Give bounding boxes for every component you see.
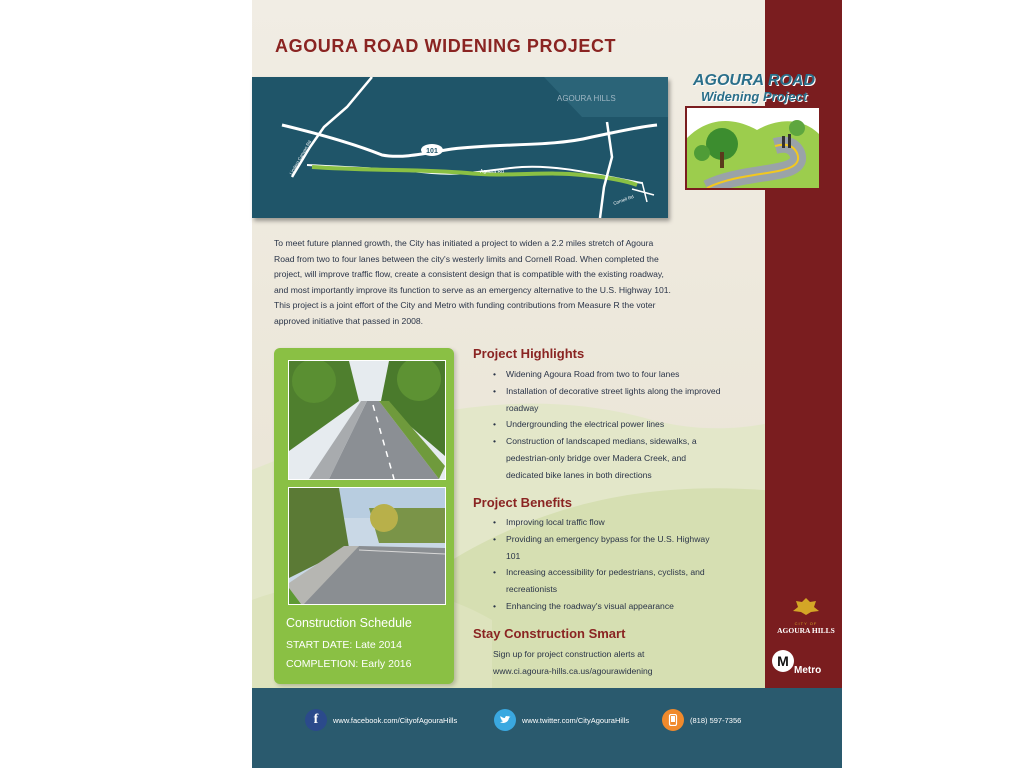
facebook-icon: f xyxy=(305,709,327,731)
map-region-label: AGOURA HILLS xyxy=(557,94,616,103)
route-map xyxy=(252,77,668,218)
smart-url[interactable]: www.ci.agoura-hills.ca.us/agourawidening xyxy=(493,666,653,676)
twitter-link[interactable] xyxy=(494,709,629,731)
list-item: • Widening Agoura Road from two to four lanes xyxy=(493,366,723,383)
agoura-road-route xyxy=(312,167,637,185)
schedule-title: Construction Schedule xyxy=(286,616,412,630)
logo-line-1: AGOURA ROAD xyxy=(692,72,816,89)
city-logo xyxy=(776,596,836,635)
road-photo-rendering xyxy=(288,360,446,480)
highway-101 xyxy=(282,125,657,156)
list-item: • Improving local traffic flow xyxy=(493,514,723,531)
schedule-completion: COMPLETION: Early 2016 xyxy=(286,658,412,670)
metro-label: Metro xyxy=(794,665,822,676)
facebook-link[interactable] xyxy=(305,709,457,731)
schedule-card xyxy=(274,348,454,684)
list-item: • Increasing accessibility for pedestrians, cyclists, and recreationists xyxy=(493,564,723,598)
road-photo-2-image xyxy=(289,488,445,604)
smart-line-1: Sign up for project construction alerts at xyxy=(493,649,645,659)
project-logo xyxy=(684,72,834,220)
smart-text xyxy=(493,646,653,680)
highlights-heading: Project Highlights xyxy=(473,346,585,361)
benefits-heading: Project Benefits xyxy=(473,495,572,510)
road-illustration xyxy=(687,108,819,188)
east-street-label: Cornell Rd xyxy=(612,193,635,206)
phone-link[interactable] xyxy=(662,709,741,731)
schedule-start: START DATE: Late 2014 xyxy=(286,639,402,651)
list-item: • Construction of landscaped medians, sidewalks, a pedestrian-only bridge over Madera Creek, and dedicated bike lanes in both directions xyxy=(493,433,723,483)
twitter-url[interactable]: www.twitter.com/CityAgouraHills xyxy=(522,715,630,725)
benefits-list xyxy=(493,514,723,615)
list-item: • Enhancing the roadway's visual appearance xyxy=(493,598,723,615)
intro-paragraph: To meet future planned growth, the City has initiated a project to widen a 2.2 miles stretch of Agoura Road from two to four lanes between the city's westerly limits and Cornell Road. When completed the project, will improve traffic flow, create a consistent design that is compatible with the existing roadway, and most importantly improve its function to serve as an emergency alternative to the U.S. Highway 101. This project is a joint effort of the City and Metro with funding contributions from Measure R the voter approved initiative that passed in 2008. xyxy=(274,238,671,326)
map-drawing xyxy=(252,77,668,218)
phone-icon xyxy=(662,709,684,731)
construction-schedule xyxy=(286,616,412,677)
list-item: • Undergrounding the electrical power lines xyxy=(493,416,723,433)
twitter-icon xyxy=(494,709,516,731)
metro-logo xyxy=(770,648,832,678)
west-street-label: Lindero Canyon Rd xyxy=(288,139,313,176)
smart-heading: Stay Construction Smart xyxy=(473,626,626,641)
highway-label: 101 xyxy=(426,148,438,155)
highlights-list xyxy=(493,366,723,484)
facebook-url[interactable]: www.facebook.com/CityofAgouraHills xyxy=(333,715,458,725)
logo-line-2: Widening Project xyxy=(700,89,808,104)
phone-number[interactable]: (818) 597-7356 xyxy=(690,715,742,725)
road-photo-1-image xyxy=(289,361,445,479)
list-item: • Providing an emergency bypass for the U.S. Highway 101 xyxy=(493,531,723,565)
road-photo-current xyxy=(288,487,446,605)
lindero-canyon-road xyxy=(292,77,372,177)
project-logo-title xyxy=(684,72,824,104)
city-logo-small: CITY OF xyxy=(794,621,818,626)
logo-illustration xyxy=(685,106,821,190)
svg-text:M: M xyxy=(777,653,789,669)
road-label: Agoura Rd xyxy=(480,169,504,175)
list-item: • Installation of decorative street lights along the improved roadway xyxy=(493,383,723,417)
city-logo-name: AGOURA HILLS xyxy=(777,626,835,635)
oak-leaf-icon xyxy=(791,596,821,616)
page-title: AGOURA ROAD WIDENING PROJECT xyxy=(275,36,617,56)
